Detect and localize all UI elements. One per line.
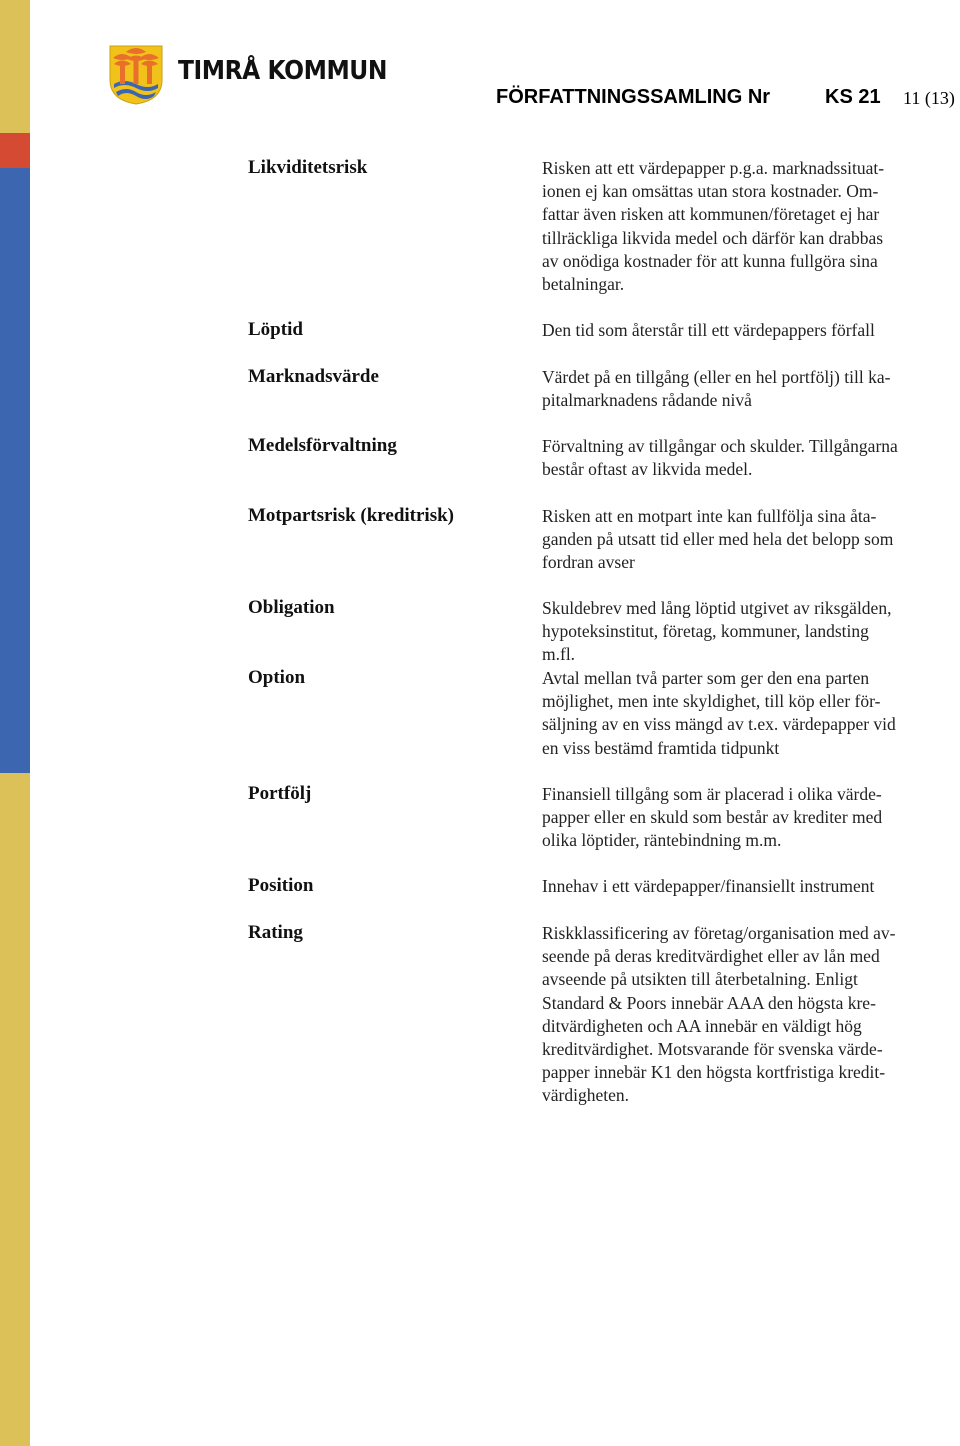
header-doc-number: KS 21 <box>825 86 881 108</box>
definition-line: hypoteksinstitut, företag, kommuner, landsting <box>542 621 869 642</box>
definition-line: betalningar. <box>542 274 625 295</box>
glossary-definition <box>542 505 952 575</box>
definition-line: avseende på utsikten till återbetalning. Enligt <box>542 969 858 990</box>
side-band-yellow-top <box>0 0 30 133</box>
municipality-logo <box>108 44 387 108</box>
definition-line: olika löptider, räntebindning m.m. <box>542 830 782 851</box>
definition-line: säljning av en viss mängd av t.ex. värdepapper vid <box>542 714 896 735</box>
logo-wordmark: TIMRÅ KOMMUN <box>178 56 387 86</box>
definition-line: pitalmarknadens rådande nivå <box>542 390 752 411</box>
definition-line: Den tid som återstår till ett värdepappers förfall <box>542 320 875 340</box>
header-page-number: 11 (13) <box>903 88 955 108</box>
glossary-term: Likviditetsrisk <box>248 157 368 178</box>
definition-line: ditvärdigheten och AA innebär en väldigt hög <box>542 1015 862 1036</box>
coat-of-arms-icon <box>108 44 164 106</box>
glossary-definition <box>542 922 952 1108</box>
definition-line: papper innebär K1 den högsta kortfristiga kredit- <box>542 1062 886 1083</box>
definition-line: fattar även risken att kommunen/företaget ej har <box>542 204 880 225</box>
definition-line: värdigheten. <box>542 1085 629 1106</box>
glossary-definition <box>542 783 952 853</box>
side-band-blue <box>0 168 30 773</box>
definition-line: fordran avser <box>542 552 635 573</box>
definition-line: ionen ej kan omsättas utan stora kostnader. Om- <box>542 181 879 202</box>
glossary-definition <box>542 667 952 760</box>
definition-line: Avtal mellan två parter som ger den ena parten <box>542 668 870 688</box>
glossary-definition <box>542 875 952 898</box>
definition-line: Risken att en motpart inte kan fullfölja sina åta- <box>542 506 877 526</box>
definition-line: tillräckliga likvida medel och därför kan drabbas <box>542 227 884 248</box>
glossary-term: Löptid <box>248 319 303 340</box>
glossary-term: Marknadsvärde <box>248 366 379 387</box>
definition-line: består oftast av likvida medel. <box>542 459 753 480</box>
glossary-definition <box>542 366 952 412</box>
glossary-definition <box>542 597 952 667</box>
definition-line: ganden på utsatt tid eller med hela det belopp som <box>542 529 894 550</box>
definition-line: Förvaltning av tillgångar och skulder. Tillgångarna <box>542 436 898 456</box>
glossary-term: Obligation <box>248 597 335 618</box>
glossary-term: Position <box>248 875 314 896</box>
definition-line: Värdet på en tillgång (eller en hel portfölj) till ka- <box>542 367 891 387</box>
definition-line: Innehav i ett värdepapper/finansiellt instrument <box>542 876 875 896</box>
glossary-term: Medelsförvaltning <box>248 435 397 456</box>
glossary-term: Rating <box>248 922 303 943</box>
definition-line: Standard & Poors innebär AAA den högsta kre- <box>542 992 876 1013</box>
glossary-definition <box>542 435 952 481</box>
definition-line: av onödiga kostnader för att kunna fullgöra sina <box>542 250 878 271</box>
glossary-term: Portfölj <box>248 783 312 804</box>
glossary-definition <box>542 319 952 342</box>
side-color-bar <box>0 0 30 1446</box>
definition-line: kreditvärdighet. Motsvarande för svenska värde- <box>542 1039 883 1060</box>
definition-line: möjlighet, men inte skyldighet, till köp eller för- <box>542 691 881 712</box>
side-band-yellow-bottom <box>0 773 30 1446</box>
definition-line: Skuldebrev med lång löptid utgivet av riksgälden, <box>542 598 892 618</box>
definition-line: papper eller en skuld som består av krediter med <box>542 807 883 828</box>
side-band-red <box>0 133 30 168</box>
definition-line: Risken att ett värdepapper p.g.a. marknadssituat- <box>542 158 885 178</box>
header-title: FÖRFATTNINGSSAMLING Nr <box>496 86 771 108</box>
definition-line: en viss bestämd framtida tidpunkt <box>542 737 780 758</box>
definition-line: m.fl. <box>542 644 576 665</box>
glossary-term: Option <box>248 667 306 688</box>
glossary-term: Motpartsrisk (kreditrisk) <box>248 505 454 526</box>
glossary-definition <box>542 157 952 296</box>
definition-line: Finansiell tillgång som är placerad i olika värde- <box>542 784 882 804</box>
definition-line: Riskklassificering av företag/organisation med av- <box>542 923 896 943</box>
definition-line: seende på deras kreditvärdighet eller av lån med <box>542 946 880 967</box>
